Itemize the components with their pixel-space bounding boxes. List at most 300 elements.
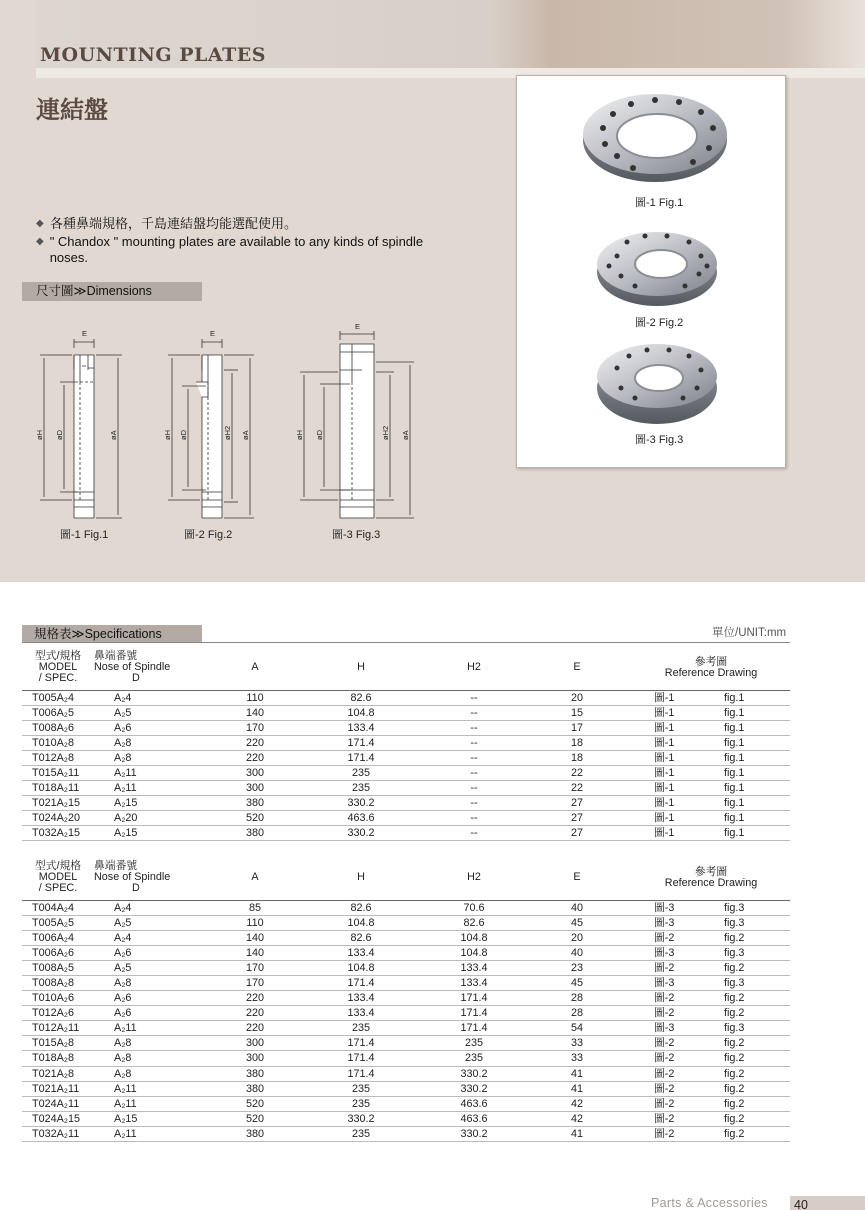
cell-a: 220: [214, 735, 296, 750]
cell-nose: A₂8: [94, 735, 214, 750]
ref-figure-cn: 圖-3: [654, 1022, 675, 1035]
feature-item: [36, 216, 456, 232]
cell-h2: 171.4: [426, 1021, 522, 1036]
cell-h2: 330.2: [426, 1066, 522, 1081]
diamond-bullet-icon: ◆: [36, 218, 44, 229]
ref-figure-cn: 圖-1: [654, 812, 675, 825]
fig2-caption: 圖-2 Fig.2: [184, 529, 233, 541]
fig3-caption: 圖-3 Fig.3: [332, 529, 381, 541]
model-cn-label: 型式/規格: [34, 860, 82, 873]
cell-nose: A₂11: [94, 765, 214, 780]
cell-ref: [632, 915, 790, 930]
cell-nose: A₂11: [94, 1126, 214, 1141]
cell-h: 235: [296, 781, 426, 796]
cell-h: 133.4: [296, 945, 426, 960]
cell-model: T032A₂15: [22, 826, 94, 841]
nose-cn-label: 鼻端番號: [94, 650, 138, 663]
cell-nose: A₂11: [94, 1081, 214, 1096]
fig3-label-a: øA: [401, 430, 410, 440]
cell-h: 171.4: [296, 975, 426, 990]
cell-nose: A₂8: [94, 750, 214, 765]
ref-figure-cn: 圖-2: [654, 931, 675, 944]
photo-caption-3: 圖-3 Fig.3: [635, 434, 684, 446]
cell-e: 45: [522, 915, 632, 930]
cell-ref: [632, 1126, 790, 1141]
ref-figure: fig.3: [724, 1022, 745, 1035]
table-row: [22, 991, 790, 1006]
ref-figure-cn: 圖-3: [654, 977, 675, 990]
model-label: MODEL: [38, 871, 78, 884]
ref-figure: fig.2: [724, 1007, 745, 1020]
ref-figure-cn: 圖-2: [654, 961, 675, 974]
ref-figure: fig.3: [724, 916, 745, 929]
cell-model: T005A₂4: [22, 690, 94, 705]
ref-label: Reference Drawing: [664, 666, 758, 679]
ref-figure-cn: 圖-2: [654, 1127, 675, 1140]
cell-h: 82.6: [296, 690, 426, 705]
cell-model: T024A₂11: [22, 1096, 94, 1111]
cell-h2: --: [426, 750, 522, 765]
fig1-label-e: E: [82, 329, 88, 338]
dimensions-heading: 尺寸圖≫Dimensions: [22, 282, 202, 301]
ref-figure: fig.2: [724, 1127, 745, 1140]
ref-figure-cn: 圖-1: [654, 767, 675, 780]
ref-figure-cn: 圖-1: [654, 797, 675, 810]
table-row: [22, 900, 790, 915]
cell-h: 463.6: [296, 811, 426, 826]
ref-figure-cn: 圖-2: [654, 1097, 675, 1110]
feature-text: 各種鼻端規格，千島連結盤均能選配使用。: [50, 216, 298, 231]
cell-h: 171.4: [296, 750, 426, 765]
cell-model: T012A₂8: [22, 750, 94, 765]
cell-e: 20: [522, 690, 632, 705]
table-header-row: [22, 856, 790, 900]
table-row: [22, 690, 790, 705]
table-row: [22, 1006, 790, 1021]
cell-ref: [632, 796, 790, 811]
cell-h2: 133.4: [426, 975, 522, 990]
cell-nose: A₂5: [94, 960, 214, 975]
ref-figure-cn: 圖-2: [654, 1007, 675, 1020]
ref-figure-cn: 圖-3: [654, 946, 675, 959]
ref-figure: fig.2: [724, 931, 745, 944]
col-a: A: [214, 856, 296, 900]
cell-nose: A₂4: [94, 930, 214, 945]
spec-label: / SPEC.: [38, 672, 78, 685]
cell-h2: 171.4: [426, 1006, 522, 1021]
cell-ref: [632, 826, 790, 841]
ref-figure: fig.2: [724, 992, 745, 1005]
cell-ref: [632, 1021, 790, 1036]
cell-model: T008A₂8: [22, 975, 94, 990]
cell-ref: [632, 811, 790, 826]
page-number: 40: [790, 1196, 865, 1210]
feature-item: [36, 234, 456, 266]
cell-h: 235: [296, 765, 426, 780]
dimension-drawings: [22, 322, 492, 552]
cell-ref: [632, 765, 790, 780]
col-ref: [632, 646, 790, 690]
col-a: A: [214, 646, 296, 690]
cell-a: 300: [214, 1036, 296, 1051]
cell-h: 330.2: [296, 1111, 426, 1126]
cell-ref: [632, 705, 790, 720]
ref-figure-cn: 圖-2: [654, 992, 675, 1005]
cell-h: 235: [296, 1081, 426, 1096]
cell-a: 170: [214, 720, 296, 735]
cell-a: 220: [214, 1006, 296, 1021]
col-model: [22, 646, 94, 690]
ref-figure: fig.2: [724, 1052, 745, 1065]
cell-h2: --: [426, 690, 522, 705]
cell-e: 28: [522, 1006, 632, 1021]
cell-e: 42: [522, 1111, 632, 1126]
cell-e: 23: [522, 960, 632, 975]
spec-label: / SPEC.: [38, 882, 78, 895]
cell-h: 171.4: [296, 735, 426, 750]
feature-list: [36, 216, 456, 268]
ref-figure-cn: 圖-2: [654, 1067, 675, 1080]
fig1-label-d: øD: [55, 430, 64, 440]
cell-ref: [632, 735, 790, 750]
fig3-label-h: øH: [295, 430, 304, 440]
fig2-label-h: øH: [163, 430, 172, 440]
cell-h2: --: [426, 735, 522, 750]
plate-photos: [517, 76, 787, 469]
cell-ref: [632, 1096, 790, 1111]
table-row: [22, 796, 790, 811]
ref-figure: fig.1: [724, 782, 745, 795]
cell-model: T005A₂5: [22, 915, 94, 930]
cell-a: 170: [214, 975, 296, 990]
cell-ref: [632, 1111, 790, 1126]
table-row: [22, 1081, 790, 1096]
cell-model: T012A₂11: [22, 1021, 94, 1036]
specifications-heading: 規格表≫Specifications: [22, 625, 202, 643]
photo-caption-1: 圖-1 Fig.1: [635, 197, 684, 209]
table-row: [22, 750, 790, 765]
ref-figure-cn: 圖-1: [654, 691, 675, 704]
ref-figure: fig.1: [724, 721, 745, 734]
cell-nose: A₂6: [94, 991, 214, 1006]
cell-nose: A₂5: [94, 705, 214, 720]
cell-model: T021A₂15: [22, 796, 94, 811]
cell-e: 41: [522, 1081, 632, 1096]
table-row: [22, 1066, 790, 1081]
fig1-label-h: øH: [35, 430, 44, 440]
feature-text: " Chandox " mounting plates are available to any kinds of spindle noses.: [49, 234, 424, 265]
cell-model: T006A₂6: [22, 945, 94, 960]
cell-e: 27: [522, 796, 632, 811]
ref-figure: fig.2: [724, 1037, 745, 1050]
ref-cn-label: 參考圖: [694, 655, 728, 668]
cell-e: 27: [522, 811, 632, 826]
cell-h2: --: [426, 796, 522, 811]
table-row: [22, 975, 790, 990]
cell-h2: --: [426, 781, 522, 796]
cell-ref: [632, 945, 790, 960]
ref-figure-cn: 圖-2: [654, 1052, 675, 1065]
cell-ref: [632, 720, 790, 735]
cell-model: T015A₂11: [22, 765, 94, 780]
cell-ref: [632, 1051, 790, 1066]
footer-text: Parts & Accessories: [651, 1196, 768, 1210]
fig1-caption: 圖-1 Fig.1: [60, 529, 109, 541]
col-e: E: [522, 856, 632, 900]
ref-figure-cn: 圖-3: [654, 901, 675, 914]
cell-ref: [632, 1066, 790, 1081]
table-row: [22, 945, 790, 960]
cell-model: T018A₂8: [22, 1051, 94, 1066]
fig1-drawing: [40, 339, 122, 518]
fig3-drawing: [300, 331, 414, 518]
ref-figure: fig.1: [724, 812, 745, 825]
ref-figure-cn: 圖-1: [654, 706, 675, 719]
cell-ref: [632, 991, 790, 1006]
table-row: [22, 765, 790, 780]
cell-model: T021A₂11: [22, 1081, 94, 1096]
cell-model: T010A₂8: [22, 735, 94, 750]
cell-h2: 104.8: [426, 930, 522, 945]
cell-e: 20: [522, 930, 632, 945]
cell-nose: A₂11: [94, 1021, 214, 1036]
cell-h2: 171.4: [426, 991, 522, 1006]
cell-h2: 70.6: [426, 900, 522, 915]
nose-cn-label: 鼻端番號: [94, 860, 138, 873]
cell-nose: A₂8: [94, 1036, 214, 1051]
cell-model: T012A₂6: [22, 1006, 94, 1021]
cell-e: 22: [522, 765, 632, 780]
col-ref: [632, 856, 790, 900]
cell-nose: A₂8: [94, 1066, 214, 1081]
ref-figure-cn: 圖-1: [654, 751, 675, 764]
ref-figure-cn: 圖-2: [654, 1112, 675, 1125]
cell-nose: A₂6: [94, 945, 214, 960]
cell-e: 40: [522, 900, 632, 915]
cell-ref: [632, 781, 790, 796]
cell-h2: --: [426, 811, 522, 826]
cell-model: T024A₂20: [22, 811, 94, 826]
ref-figure-cn: 圖-3: [654, 916, 675, 929]
table-row: [22, 1051, 790, 1066]
table-row: [22, 960, 790, 975]
cell-ref: [632, 750, 790, 765]
cell-h2: --: [426, 826, 522, 841]
table-row: [22, 1126, 790, 1141]
cell-a: 220: [214, 1021, 296, 1036]
nose-label: Nose of Spindle: [94, 661, 171, 674]
cell-h: 171.4: [296, 1036, 426, 1051]
cell-nose: A₂11: [94, 1096, 214, 1111]
photo-caption-2: 圖-2 Fig.2: [635, 317, 684, 329]
cell-ref: [632, 1036, 790, 1051]
cell-a: 110: [214, 690, 296, 705]
cell-h2: --: [426, 705, 522, 720]
fig2-label-d: øD: [179, 430, 188, 440]
cell-a: 300: [214, 781, 296, 796]
cell-h: 171.4: [296, 1066, 426, 1081]
ref-figure: fig.3: [724, 946, 745, 959]
cell-e: 27: [522, 826, 632, 841]
col-model: [22, 856, 94, 900]
page-title: MOUNTING PLATES: [40, 44, 266, 66]
ref-figure-cn: 圖-2: [654, 1082, 675, 1095]
cell-nose: A₂11: [94, 781, 214, 796]
cell-a: 110: [214, 915, 296, 930]
cell-e: 28: [522, 991, 632, 1006]
col-nose: [94, 856, 214, 900]
fig3-label-h2: øH2: [381, 425, 390, 440]
plate-photo-3: [597, 344, 717, 424]
cell-a: 300: [214, 1051, 296, 1066]
ref-figure-cn: 圖-1: [654, 721, 675, 734]
table-row: [22, 720, 790, 735]
col-e: E: [522, 646, 632, 690]
cell-h2: 235: [426, 1036, 522, 1051]
cell-nose: A₂6: [94, 720, 214, 735]
ref-figure: fig.1: [724, 767, 745, 780]
ref-figure: fig.2: [724, 961, 745, 974]
cell-e: 42: [522, 1096, 632, 1111]
table-row: [22, 705, 790, 720]
cell-ref: [632, 690, 790, 705]
cell-model: T021A₂8: [22, 1066, 94, 1081]
col-h2: H2: [426, 646, 522, 690]
ref-figure: fig.1: [724, 827, 745, 840]
cell-a: 380: [214, 826, 296, 841]
cell-nose: A₂8: [94, 1051, 214, 1066]
cell-model: T004A₂4: [22, 900, 94, 915]
col-h2: H2: [426, 856, 522, 900]
cell-a: 140: [214, 705, 296, 720]
cell-model: T006A₂4: [22, 930, 94, 945]
cell-model: T024A₂15: [22, 1111, 94, 1126]
ref-label: Reference Drawing: [664, 876, 758, 889]
cell-ref: [632, 975, 790, 990]
table-row: [22, 930, 790, 945]
nose-d-label: D: [132, 882, 140, 895]
cell-model: T010A₂6: [22, 991, 94, 1006]
table-row: [22, 1096, 790, 1111]
cell-nose: A₂4: [94, 900, 214, 915]
cell-h: 330.2: [296, 826, 426, 841]
cell-a: 220: [214, 750, 296, 765]
unit-label: 單位/UNIT:mm: [712, 627, 787, 639]
table-header-row: [22, 646, 790, 690]
cell-e: 41: [522, 1066, 632, 1081]
table-row: [22, 811, 790, 826]
cell-h: 82.6: [296, 930, 426, 945]
nose-label: Nose of Spindle: [94, 871, 171, 884]
cell-h2: 82.6: [426, 915, 522, 930]
col-nose: [94, 646, 214, 690]
ref-figure-cn: 圖-1: [654, 782, 675, 795]
ref-figure: fig.2: [724, 1112, 745, 1125]
ref-figure: fig.2: [724, 1082, 745, 1095]
table-row: [22, 915, 790, 930]
cell-a: 380: [214, 1066, 296, 1081]
cell-ref: [632, 960, 790, 975]
spec-table-1: [22, 646, 790, 841]
cell-e: 18: [522, 735, 632, 750]
cell-h: 235: [296, 1096, 426, 1111]
cell-e: 41: [522, 1126, 632, 1141]
cell-a: 170: [214, 960, 296, 975]
ref-figure: fig.1: [724, 751, 745, 764]
cell-e: 15: [522, 705, 632, 720]
cell-h: 104.8: [296, 705, 426, 720]
cell-h: 104.8: [296, 960, 426, 975]
fig2-label-a: øA: [241, 430, 250, 440]
cell-a: 220: [214, 991, 296, 1006]
cell-e: 40: [522, 945, 632, 960]
fig2-label-h2: øH2: [223, 425, 232, 440]
table-row: [22, 1111, 790, 1126]
table-row: [22, 735, 790, 750]
cell-h: 235: [296, 1021, 426, 1036]
page-title-cn: 連結盤: [36, 96, 108, 124]
fig3-label-d: øD: [315, 430, 324, 440]
fig2-drawing: [168, 339, 254, 518]
model-cn-label: 型式/規格: [34, 650, 82, 663]
cell-a: 520: [214, 1111, 296, 1126]
cell-nose: A₂15: [94, 1111, 214, 1126]
cell-model: T032A₂11: [22, 1126, 94, 1141]
fig3-label-e: E: [355, 322, 361, 331]
ref-figure: fig.1: [724, 797, 745, 810]
cell-h2: 330.2: [426, 1126, 522, 1141]
cell-a: 300: [214, 765, 296, 780]
ref-figure: fig.3: [724, 901, 745, 914]
cell-h: 171.4: [296, 1051, 426, 1066]
table-row: [22, 1021, 790, 1036]
cell-model: T018A₂11: [22, 781, 94, 796]
cell-nose: A₂5: [94, 915, 214, 930]
fig1-label-a: øA: [109, 430, 118, 440]
cell-model: T008A₂5: [22, 960, 94, 975]
cell-ref: [632, 930, 790, 945]
cell-nose: A₂15: [94, 826, 214, 841]
cell-nose: A₂4: [94, 690, 214, 705]
cell-e: 45: [522, 975, 632, 990]
spec-table-2: [22, 856, 790, 1142]
nose-d-label: D: [132, 672, 140, 685]
cell-nose: A₂15: [94, 796, 214, 811]
product-photos: [516, 75, 786, 468]
plate-photo-2: [597, 232, 717, 306]
cell-h2: 104.8: [426, 945, 522, 960]
cell-a: 520: [214, 1096, 296, 1111]
cell-model: T006A₂5: [22, 705, 94, 720]
table-row: [22, 781, 790, 796]
col-h: H: [296, 856, 426, 900]
ref-figure: fig.3: [724, 977, 745, 990]
table-row: [22, 1036, 790, 1051]
cell-nose: A₂8: [94, 975, 214, 990]
cell-model: T015A₂8: [22, 1036, 94, 1051]
model-label: MODEL: [38, 661, 78, 674]
cell-h: 330.2: [296, 796, 426, 811]
plate-photo-1: [583, 94, 727, 182]
cell-h2: 235: [426, 1051, 522, 1066]
cell-h2: 330.2: [426, 1081, 522, 1096]
cell-a: 520: [214, 811, 296, 826]
ref-figure-cn: 圖-1: [654, 736, 675, 749]
cell-a: 140: [214, 945, 296, 960]
fig2-label-e: E: [210, 329, 216, 338]
table-row: [22, 826, 790, 841]
cell-e: 22: [522, 781, 632, 796]
